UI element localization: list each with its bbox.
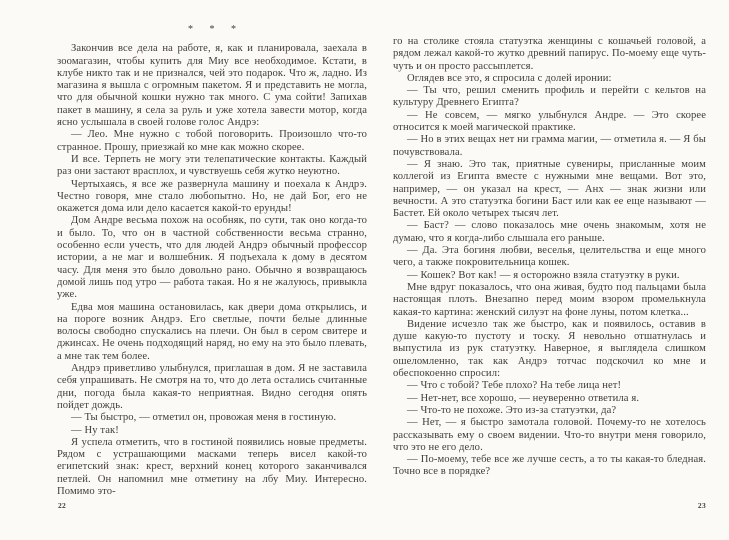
paragraph: — Что-то не похоже. Это из-за статуэтки, да?	[407, 404, 617, 416]
paragraph: Закончив все дела на работе, я, как и планировала, заехала в зоомагазин, чтобы купить для Миу все необходимое. Кстати, в клубе никто так и не признался, чей это подарок. Что ж, ладно. Из магазина я вышла с огромным пакетом. Я и представить не могла, что для обычной кошки нужно так много. С ума сойти! Запихав пакет в машину, я села за руль и уже хотела завести мотор, когда ясно услышала в своей голове голос Андрэ:	[57, 43, 367, 129]
page-number-right: 23	[697, 501, 706, 510]
paragraph: Чертыхаясь, я все же развернула машину и поехала к Андрэ. Честно говоря, мне стало любопытно. Но, не дай Бог, его не окажется дома или дело касается какой-то ерунды!	[57, 178, 367, 215]
paragraph: — Кошек? Вот как! — я осторожно взяла статуэтку в руки.	[407, 269, 680, 281]
page-left-text	[57, 43, 367, 498]
paragraph: Едва моя машина остановилась, как двери дома открылись, и на пороге возник Андрэ. Его светлые, почти белые длинные волосы свободно спускались на плечи. Он был в сером свитере и джинсах. Не очень подходящий наряд, но ему на это было плевать, а мне так тем более.	[57, 301, 367, 362]
page-right-text	[393, 36, 706, 479]
paragraph: — Лео. Мне нужно с тобой поговорить. Произошло что-то странное. Прошу, приезжай ко мне как можно скорее.	[57, 129, 367, 153]
paragraph: Оглядев все это, я спросила с долей иронии:	[407, 72, 612, 84]
paragraph: Видение исчезло так же быстро, как и появилось, оставив в душе какую-то пустоту и тоску. Я невольно отшатнулась и выпустила из рук статуэтку. Наверное, я выглядела слишком ошеломленно, так как Андрэ тотчас подскочил ко мне и обеспокоенно спросил:	[393, 318, 706, 380]
page-right	[393, 36, 706, 479]
paragraph: — Я знаю. Это так, приятные сувениры, присланные моим коллегой из Египта вместе с нужными мне вещами. Вот это, например, — он указал на крест, — Анх — знак жизни или вечности. А это статуэтка богини Баст или как ее еще называют — Бастет. Ей около четырех тысяч лет.	[393, 158, 706, 220]
page-number-left: 22	[58, 501, 67, 510]
paragraph: — Но в этих вещах нет ни грамма магии, — отметила я. — Я бы почувствовала.	[393, 134, 706, 158]
paragraph: Андрэ приветливо улыбнулся, приглашая в дом. Я не заставила себя упрашивать. Не смотря на то, что до лета остались считанные дни, погода была какая-то неприятная. Видно сегодня опять пойдет дождь.	[57, 363, 367, 411]
paragraph: — Нет, — я быстро замотала головой. Почему-то не хотелось рассказывать ему о своем видении. Что-то внутри меня говорило, что это не его дело.	[393, 417, 706, 453]
paragraph: — Ну так!	[71, 424, 119, 436]
section-separator: * * *	[188, 24, 243, 35]
paragraph: — Не совсем, — мягко улыбнулся Андре. — Это скорее относится к моей магической практике.	[393, 109, 706, 134]
paragraph: Мне вдруг показалось, что она живая, будто под пальцами была настоящая плоть. Внезапно перед моим взором промелькнула какая-то картина: женский силуэт на фоне луны, потом клетка...	[393, 281, 706, 318]
paragraph: Дом Андре весьма похож на особняк, по сути, так оно когда-то и было. То, что он в частной собственности весьма странно, особенно если учесть, что для людей Андрэ обычный профессор истории, а не маг и волшебник. Я подъехала к дому в десятом часу. Для меня это было довольно рано. Обычно я возвращаюсь домой лишь под утро — работа такая. Но я не жалуюсь, привыкла уже.	[57, 215, 367, 301]
paragraph: И все. Терпеть не могу эти телепатические контакты. Каждый раз они застают врасплох, и чувствуешь себя жутко неуютно.	[57, 153, 367, 178]
paragraph: — Баст? — слово показалось мне очень знакомым, хотя не думаю, что я когда-либо слышала его раньше.	[393, 220, 706, 244]
paragraph: — Ты что, решил сменить профиль и перейти с кельтов на культуру Древнего Египта?	[393, 85, 706, 109]
paragraph: Я успела отметить, что в гостиной появились новые предметы. Рядом с устрашающими масками теперь висел какой-то египетский знак: крест, верхний конец которого заканчивался петлей. Он напомнил мне отметину на лбу Миу. Интересно. Помимо это-	[57, 436, 367, 497]
paragraph: — Что с тобой? Тебе плохо? На тебе лица нет!	[407, 380, 622, 392]
page-left	[57, 24, 367, 498]
paragraph: — Да. Эта богиня любви, веселья, целительства и еще много чего, а также покровительница кошек.	[393, 245, 706, 269]
paragraph: го на столике стояла статуэтка женщины с кошачьей головой, а рядом лежал какой-то жутко древний папирус. По-моему еще чуть-чуть и он просто рассыплется.	[393, 36, 706, 72]
paragraph: — Нет-нет, все хорошо, — неуверенно ответила я.	[407, 392, 640, 404]
paragraph: — По-моему, тебе все же лучше сесть, а то ты какая-то бледная. Точно все в порядке?	[393, 454, 706, 478]
paragraph: — Ты быстро, — отметил он, провожая меня в гостиную.	[71, 412, 337, 424]
